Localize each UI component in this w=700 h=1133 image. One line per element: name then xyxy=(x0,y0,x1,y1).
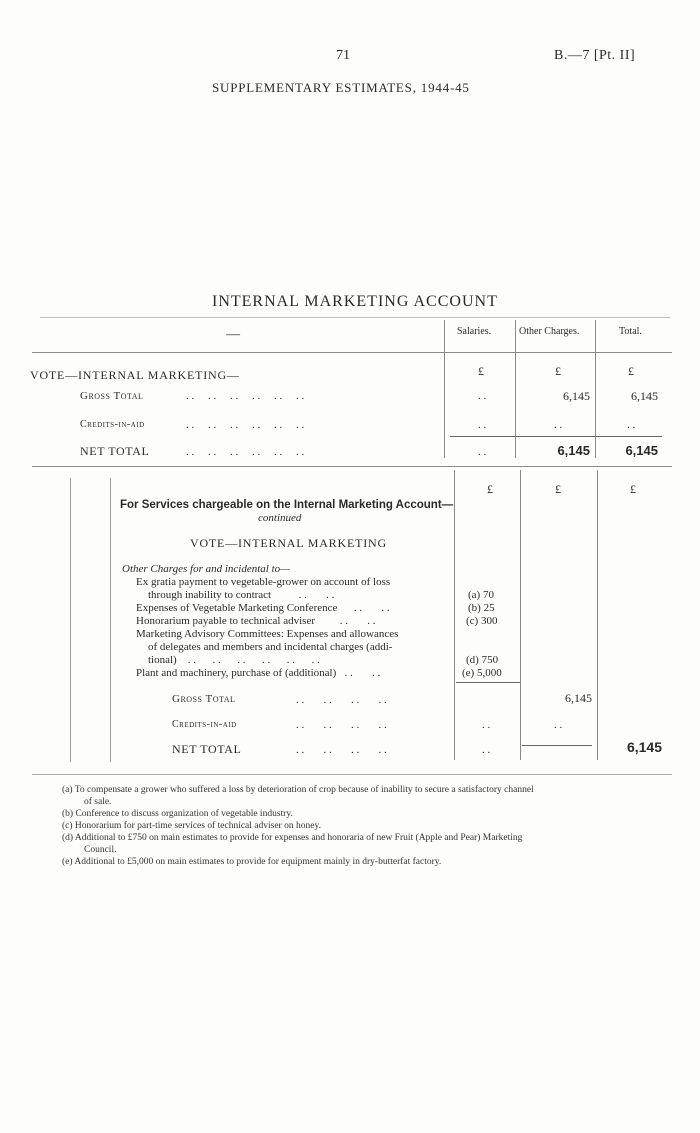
currency-salaries: £ xyxy=(478,364,484,378)
values-subtotal-rule xyxy=(456,682,520,683)
cell-other-charges: . . xyxy=(554,719,563,731)
row-label-net-total: NET TOTAL xyxy=(80,444,150,458)
leader-dots: . . . . . . . . xyxy=(296,694,387,706)
row-label-gross-total: Gross Total xyxy=(80,390,144,402)
cell-total: 6,145 xyxy=(626,739,662,755)
column-divider-total xyxy=(595,320,596,458)
item-line: Ex gratia payment to vegetable-grower on account of loss xyxy=(136,576,391,588)
column-divider-values xyxy=(454,470,455,760)
item-value: (a) 70 xyxy=(468,589,494,601)
leader-dots: . . . . . . . . xyxy=(296,719,387,731)
cell-other-charges: . . xyxy=(554,419,563,431)
footnote: (c) Honorarium for part-time services of technical adviser on honey. xyxy=(62,821,321,831)
cell-values: . . xyxy=(482,744,491,756)
footnote: (b) Conference to discuss organization of vegetable industry. xyxy=(62,809,293,819)
item-line: of delegates and members and incidental charges (addi- xyxy=(148,641,393,653)
vote-heading: VOTE—INTERNAL MARKETING— xyxy=(30,368,240,382)
cell-salaries: . . xyxy=(478,446,487,458)
row-label-credits-in-aid: Credits-in-aid xyxy=(172,719,237,730)
leader-dots: . . . . . . . . . . . . xyxy=(186,419,305,431)
item-value: (b) 25 xyxy=(468,602,495,614)
column-divider-other xyxy=(515,320,516,458)
item-line: through inability to contract . . . . xyxy=(148,589,335,601)
subhead-other-charges: Other Charges for and incidental to— xyxy=(122,563,290,575)
cell-salaries: . . xyxy=(478,419,487,431)
table-section-rule xyxy=(32,466,672,467)
cell-values: . . xyxy=(482,719,491,731)
item-line: Expenses of Vegetable Marketing Conference . . . . xyxy=(136,602,390,614)
subtotal-rule xyxy=(450,436,662,437)
currency-total: £ xyxy=(628,364,634,378)
row-label-gross-total: Gross Total xyxy=(172,693,236,705)
leader-dots: . . . . . . . . . . . . xyxy=(186,390,305,402)
footnote-continuation: Council. xyxy=(84,845,117,855)
leader-dots: . . . . . . . . . . . . xyxy=(186,446,305,458)
item-line: Plant and machinery, purchase of (additional) . . . . xyxy=(136,667,381,679)
inner-frame-left-2 xyxy=(110,478,111,762)
currency-other: £ xyxy=(555,364,561,378)
item-line: Honorarium payable to technical adviser . . . . xyxy=(136,615,376,627)
cell-salaries: . . xyxy=(478,390,487,402)
document-reference: B.—7 [Pt. II] xyxy=(554,48,636,63)
table-header-rule xyxy=(32,352,672,353)
row-label-net-total: NET TOTAL xyxy=(172,742,242,756)
row-label-credits-in-aid: Credits-in-aid xyxy=(80,419,145,430)
inner-frame-left xyxy=(70,478,71,762)
table-bottom-rule xyxy=(32,774,672,775)
cell-total: 6,145 xyxy=(631,389,658,403)
currency-total: £ xyxy=(630,482,636,496)
footnote: (a) To compensate a grower who suffered a loss by deterioration of crop because of inability to secure a satisfactory channel xyxy=(62,785,534,795)
cell-other-charges: 6,145 xyxy=(565,691,592,705)
leader-dots: . . . . . . . . xyxy=(296,744,387,756)
item-line: tional) . . . . . . . . . . . . xyxy=(148,654,320,666)
item-line: Marketing Advisory Committees: Expenses and allowances xyxy=(136,628,399,640)
vote-heading: VOTE—INTERNAL MARKETING xyxy=(190,536,387,550)
continued-label: continued xyxy=(258,512,302,524)
column-divider-total xyxy=(597,470,598,760)
cell-other-charges: 6,145 xyxy=(557,443,590,458)
currency-other: £ xyxy=(555,482,561,496)
item-value: (c) 300 xyxy=(466,615,498,627)
currency-values: £ xyxy=(487,482,493,496)
footnote: (d) Additional to £750 on main estimates to provide for expenses and honoraria of new Fruit (Apple and Pear) Marketing xyxy=(62,833,523,843)
account-title: INTERNAL MARKETING ACCOUNT xyxy=(212,293,498,310)
table-top-rule xyxy=(40,317,670,318)
cell-total: 6,145 xyxy=(625,443,658,458)
column-header-other-charges: Other Charges. xyxy=(519,326,580,337)
column-header-description: — xyxy=(226,327,240,342)
item-value: (e) 5,000 xyxy=(462,667,502,679)
services-heading: For Services chargeable on the Internal Marketing Account— xyxy=(120,499,454,511)
footnote-continuation: of sale. xyxy=(84,797,112,807)
other-subtotal-rule xyxy=(522,745,592,746)
page-number: 71 xyxy=(336,48,350,63)
column-header-total: Total. xyxy=(619,326,642,337)
cell-other-charges: 6,145 xyxy=(563,389,590,403)
column-header-salaries: Salaries. xyxy=(457,326,492,337)
running-title: SUPPLEMENTARY ESTIMATES, 1944-45 xyxy=(212,80,470,95)
column-divider-salaries xyxy=(444,320,445,458)
footnote: (e) Additional to £5,000 on main estimates to provide for equipment mainly in dry-butterfat factory. xyxy=(62,857,442,867)
column-divider-other xyxy=(520,470,521,760)
cell-total: . . xyxy=(627,419,636,431)
item-value: (d) 750 xyxy=(466,654,499,666)
